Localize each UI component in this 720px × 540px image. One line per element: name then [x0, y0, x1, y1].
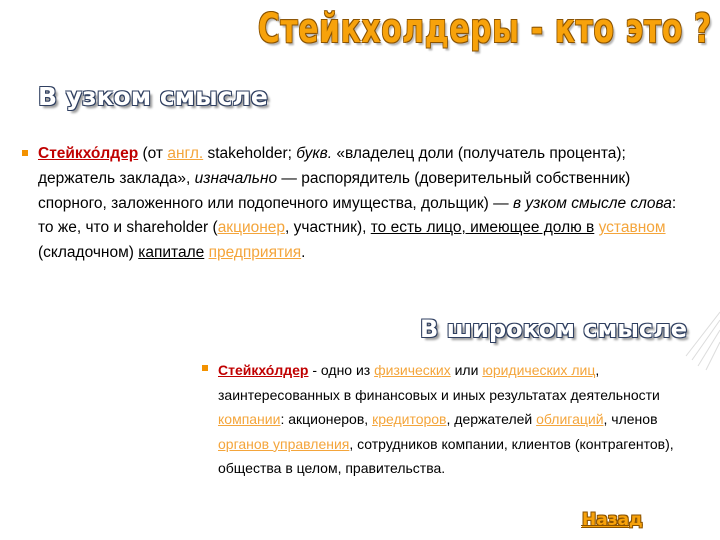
text-segment: - одно из: [308, 362, 375, 378]
text-segment: — распорядитель (доверительный собственник) спорного, заложенного или подопечного имущества, дольщик) —: [38, 169, 631, 212]
link-fizicheskih[interactable]: физических: [374, 362, 451, 378]
text-segment: , сотрудников компании, клиентов (контрагентов), общества в целом, правительства.: [218, 435, 674, 477]
link-obligatsiy[interactable]: облигаций: [536, 411, 604, 428]
slide-title: Стейкхолдеры - кто это ?: [258, 6, 712, 52]
text-segment: , заинтересованных в финансовых и иных результатах деятельности: [218, 362, 660, 403]
link-kreditorov[interactable]: кредиторов: [372, 411, 447, 428]
broad-sense-heading: В широком смысле: [420, 315, 687, 343]
link-angl[interactable]: англ.: [167, 145, 204, 162]
bullet-square-icon: [202, 365, 208, 371]
link-kompanii[interactable]: компании: [218, 411, 281, 428]
text-segment: (складочном): [38, 244, 139, 262]
link-to-est[interactable]: то есть лицо, имеющее долю в: [370, 219, 595, 237]
link-ustavnom[interactable]: уставном: [598, 219, 666, 237]
text-segment: stakeholder;: [203, 145, 297, 162]
term-stakeholder: Стейкхо́лдер: [218, 362, 309, 378]
text-segment: «владелец доли (получатель процента); держатель заклада»,: [38, 145, 626, 187]
narrow-sense-heading: В узком смысле: [38, 82, 268, 111]
text-segment: , участник),: [285, 219, 371, 237]
term-stakeholder: Стейкхо́лдер: [38, 145, 139, 162]
text-segment: или: [450, 362, 483, 378]
back-link[interactable]: Назад: [582, 510, 643, 530]
text-segment-italic: в узком смысле слова: [512, 194, 672, 212]
link-kapitale[interactable]: капитале: [138, 244, 205, 262]
text-segment-italic: букв.: [296, 145, 333, 162]
text-segment: (от: [138, 145, 168, 162]
broad-definition-paragraph: [218, 358, 698, 481]
text-segment: : то же, что и shareholder (: [38, 194, 677, 237]
link-organov-upravleniya[interactable]: органов управления: [218, 435, 350, 452]
link-yuridicheskih-lits[interactable]: юридических лиц: [482, 362, 596, 378]
link-aktsioner[interactable]: акционер: [217, 219, 286, 237]
link-predpriyatiya[interactable]: предприятия: [208, 244, 302, 262]
narrow-definition-paragraph: [38, 142, 694, 266]
text-segment: , членов: [603, 411, 658, 428]
bullet-square-icon: [22, 150, 28, 156]
text-segment-italic: изначально: [194, 169, 278, 187]
text-segment: : акционеров,: [280, 411, 373, 428]
text-segment: .: [301, 244, 306, 262]
text-segment: , держателей: [446, 411, 537, 428]
